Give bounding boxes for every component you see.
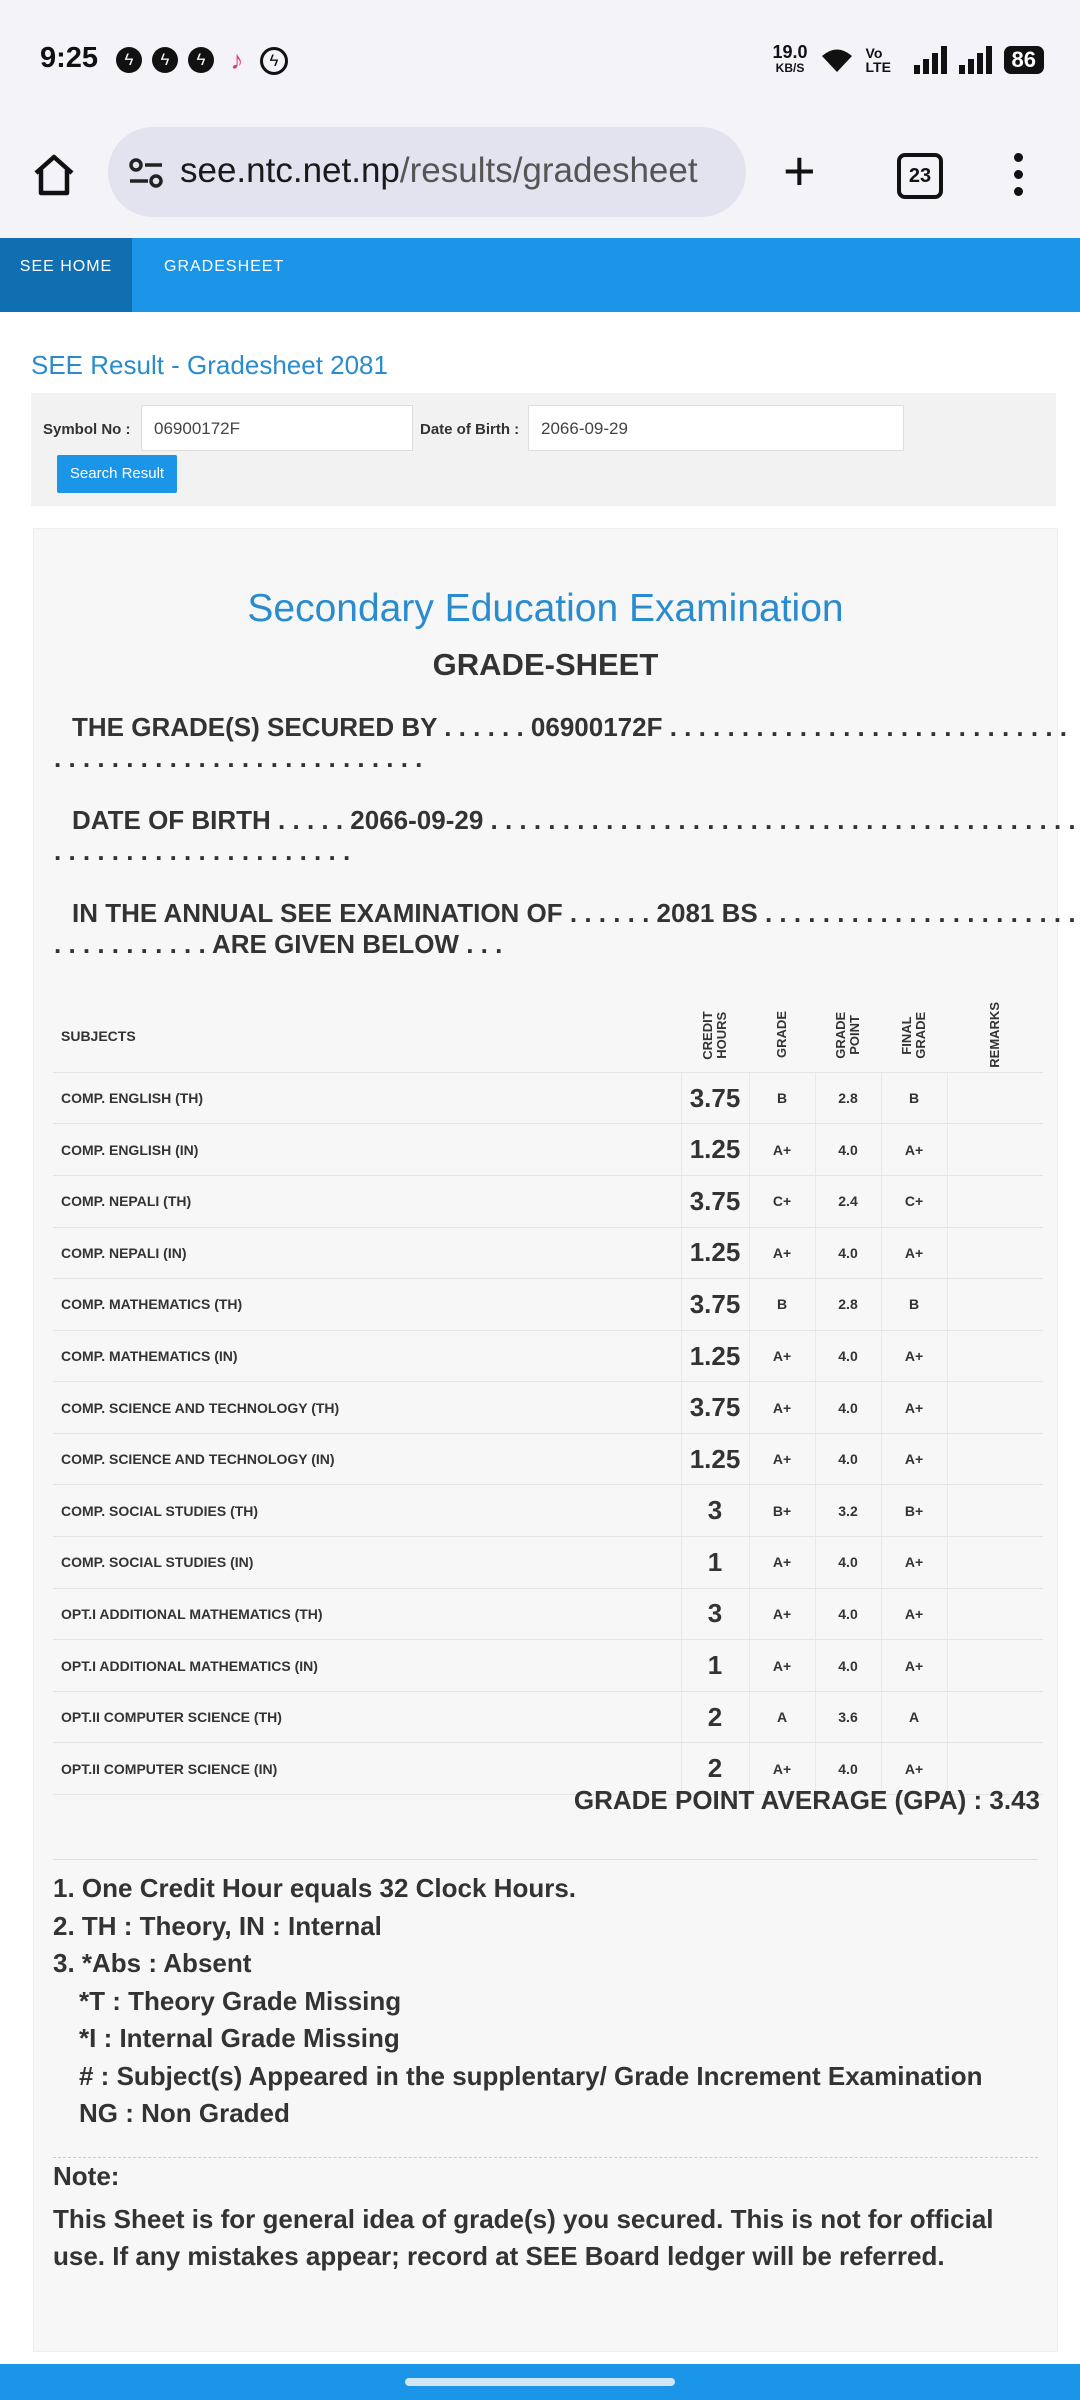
site-settings-icon[interactable] (128, 157, 164, 189)
nav-gradesheet[interactable]: GRADESHEET (164, 258, 285, 275)
wifi-icon (820, 46, 854, 74)
messenger-icon: ϟ (116, 47, 142, 73)
browser-toolbar (0, 125, 1080, 238)
volte-label: Vo LTE (865, 45, 891, 75)
divider (53, 2157, 1038, 2158)
nav-see-home[interactable]: SEE HOME (0, 238, 132, 312)
subject-cell: OPT.II COMPUTER SCIENCE (IN) (53, 1743, 681, 1795)
url-domain: see.ntc.net.np (180, 151, 400, 190)
speed-value: 19.0 (772, 42, 808, 62)
subject-cell: COMP. MATHEMATICS (IN) (53, 1330, 681, 1382)
grade-point-cell: 3.2 (815, 1485, 881, 1537)
grade-cell: A+ (749, 1588, 815, 1640)
grade-cell: A+ (749, 1382, 815, 1434)
note-body: This Sheet is for general idea of grade(s) you secured. This is not for official use. If any mistakes appear; record at SEE Board ledger will be referred. (53, 2204, 994, 2271)
url-path: /results/gradesheet (399, 151, 698, 190)
address-bar[interactable] (108, 127, 746, 217)
messenger-icon: ϟ (188, 47, 214, 73)
grade-cell: A+ (749, 1640, 815, 1692)
grade-cell: A+ (749, 1743, 815, 1795)
final-grade-cell: A+ (881, 1227, 947, 1279)
final-grade-cell: A+ (881, 1382, 947, 1434)
remarks-cell (947, 1588, 1043, 1640)
grade-cell: A+ (749, 1124, 815, 1176)
grade-cell: A+ (749, 1330, 815, 1382)
grade-point-cell: 4.0 (815, 1743, 881, 1795)
grade-point-cell: 4.0 (815, 1537, 881, 1589)
grade-sheet (33, 528, 1076, 2352)
credit-cell: 3.75 (681, 1072, 749, 1124)
grade-point-cell: 2.8 (815, 1279, 881, 1331)
notification-icons (116, 47, 288, 75)
credit-cell: 1.25 (681, 1227, 749, 1279)
table-row (53, 1382, 1043, 1434)
table-header (53, 1001, 1043, 1072)
credit-cell: 1.25 (681, 1433, 749, 1485)
table-row (53, 1279, 1043, 1331)
table-row (53, 1124, 1043, 1176)
final-grade-cell: A+ (881, 1640, 947, 1692)
subject-cell: COMP. MATHEMATICS (TH) (53, 1279, 681, 1331)
subject-cell: COMP. SOCIAL STUDIES (TH) (53, 1485, 681, 1537)
credit-cell: 2 (681, 1691, 749, 1743)
symbol-label: Symbol No : (43, 421, 131, 438)
final-grade-cell: B+ (881, 1485, 947, 1537)
credit-cell: 3 (681, 1485, 749, 1537)
gpa-value: GRADE POINT AVERAGE (GPA) : 3.43 (573, 1785, 1040, 1815)
grade-cell: C+ (749, 1175, 815, 1227)
exam-line: IN THE ANNUAL SEE EXAMINATION OF . . . . . . 2081 BS . . . . . . . . . . . . . . . . . . . . . . . . . . . . . . . . . ARE GIVEN BELOW . . . (54, 898, 1076, 959)
credit-cell: 1.25 (681, 1330, 749, 1382)
divider (53, 1859, 1038, 1860)
gesture-bar (0, 2364, 1080, 2400)
legend-item: 2. TH : Theory, IN : Internal (53, 1910, 382, 1941)
status-bar (0, 0, 1080, 125)
credit-cell: 1 (681, 1640, 749, 1692)
secured-by-line: THE GRADE(S) SECURED BY . . . . . . 06900172F . . . . . . . . . . . . . . . . . . . . . . . . . . . . . . . . . . . . . . . . . . . . . . . . . . . . . . (54, 712, 1067, 773)
subject-cell: COMP. SCIENCE AND TECHNOLOGY (TH) (53, 1382, 681, 1434)
table-row (53, 1537, 1043, 1589)
subject-cell: COMP. SOCIAL STUDIES (IN) (53, 1537, 681, 1589)
sheet-subheading: GRADE-SHEET (432, 647, 659, 682)
table-row (53, 1175, 1043, 1227)
messenger-outline-icon: ϟ (260, 47, 288, 75)
symbol-input[interactable]: 06900172F (141, 405, 413, 451)
remarks-cell (947, 1279, 1043, 1331)
grade-point-cell: 3.6 (815, 1691, 881, 1743)
subject-cell: OPT.I ADDITIONAL MATHEMATICS (TH) (53, 1588, 681, 1640)
remarks-cell (947, 1175, 1043, 1227)
table-row (53, 1691, 1043, 1743)
table-row (53, 1433, 1043, 1485)
search-result-button[interactable]: Search Result (57, 455, 177, 493)
remarks-cell (947, 1227, 1043, 1279)
new-tab-icon[interactable]: + (783, 139, 816, 202)
network-speed (772, 44, 807, 76)
grade-point-cell: 2.8 (815, 1072, 881, 1124)
messenger-icon: ϟ (152, 47, 178, 73)
speed-unit: KB/S (775, 61, 805, 75)
final-grade-cell: B (881, 1072, 947, 1124)
final-grade-cell: A+ (881, 1124, 947, 1176)
url-text[interactable] (180, 151, 698, 191)
remarks-cell (947, 1124, 1043, 1176)
credit-cell: 3.75 (681, 1279, 749, 1331)
subject-cell: OPT.I ADDITIONAL MATHEMATICS (IN) (53, 1640, 681, 1692)
grade-cell: B (749, 1072, 815, 1124)
table-row (53, 1227, 1043, 1279)
remarks-cell (947, 1691, 1043, 1743)
col-final-grade: FINAL GRADE (881, 1001, 947, 1072)
final-grade-cell: A+ (881, 1433, 947, 1485)
legend-item: 3. *Abs : Absent (53, 1948, 252, 1978)
dob-line: DATE OF BIRTH . . . . . 2066-09-29 . . . . . . . . . . . . . . . . . . . . . . . . . . . . . . . . . . . . . . . . . . . . . . . . . . . . . . . . . . . . . . (54, 805, 1076, 866)
final-grade-cell: A+ (881, 1743, 947, 1795)
grade-point-cell: 4.0 (815, 1640, 881, 1692)
credit-cell: 3 (681, 1588, 749, 1640)
subject-cell: COMP. ENGLISH (TH) (53, 1072, 681, 1124)
more-menu-icon[interactable] (1014, 153, 1022, 204)
grade-cell: A+ (749, 1433, 815, 1485)
grade-point-cell: 2.4 (815, 1175, 881, 1227)
dob-label: Date of Birth : (420, 421, 520, 438)
sheet-heading: Secondary Education Examination (247, 587, 844, 630)
table-row (53, 1588, 1043, 1640)
col-grade: GRADE (749, 1001, 815, 1072)
grade-cell: B (749, 1279, 815, 1331)
subject-cell: OPT.II COMPUTER SCIENCE (TH) (53, 1691, 681, 1743)
final-grade-cell: A+ (881, 1537, 947, 1589)
grades-table (53, 1001, 1043, 1795)
table-row (53, 1072, 1043, 1124)
search-form (31, 393, 1056, 506)
legend-item: # : Subject(s) Appeared in the supplentary/ Grade Increment Examination (79, 2060, 983, 2091)
remarks-cell (947, 1072, 1043, 1124)
subject-cell: COMP. SCIENCE AND TECHNOLOGY (IN) (53, 1433, 681, 1485)
battery-indicator: 86 (1004, 46, 1044, 74)
grade-cell: A (749, 1691, 815, 1743)
status-right (772, 44, 1044, 76)
credit-cell: 3.75 (681, 1175, 749, 1227)
credit-cell: 1.25 (681, 1124, 749, 1176)
legend-item: *I : Internal Grade Missing (79, 2023, 400, 2053)
tiktok-icon: ♪ (230, 45, 244, 75)
grade-point-cell: 4.0 (815, 1124, 881, 1176)
dob-input[interactable]: 2066-09-29 (528, 405, 904, 451)
grade-point-cell: 4.0 (815, 1227, 881, 1279)
grade-point-cell: 4.0 (815, 1382, 881, 1434)
remarks-cell (947, 1433, 1043, 1485)
final-grade-cell: B (881, 1279, 947, 1331)
subject-cell: COMP. NEPALI (TH) (53, 1175, 681, 1227)
gesture-handle[interactable] (405, 2378, 675, 2386)
table-row (53, 1485, 1043, 1537)
signal-icon (914, 46, 947, 74)
table-row (53, 1330, 1043, 1382)
remarks-cell (947, 1537, 1043, 1589)
grade-cell: B+ (749, 1485, 815, 1537)
table-row (53, 1640, 1043, 1692)
site-navbar (0, 238, 1080, 312)
col-remarks: REMARKS (947, 1001, 1043, 1072)
credit-cell: 1 (681, 1537, 749, 1589)
legend-item: *T : Theory Grade Missing (79, 1985, 402, 2016)
tab-switcher-button[interactable]: 23 (897, 153, 943, 199)
legend-item: NG : Non Graded (79, 2098, 290, 2128)
signal-icon (959, 46, 992, 74)
final-grade-cell: C+ (881, 1175, 947, 1227)
legend-notes (53, 1870, 982, 2133)
grade-cell: A+ (749, 1227, 815, 1279)
col-grade-point: GRADE POINT (815, 1001, 881, 1072)
remarks-cell (947, 1640, 1043, 1692)
remarks-cell (947, 1382, 1043, 1434)
credit-cell: 3.75 (681, 1382, 749, 1434)
credit-cell: 2 (681, 1743, 749, 1795)
grade-cell: A+ (749, 1537, 815, 1589)
page-title: SEE Result - Gradesheet 2081 (31, 350, 388, 380)
grade-point-cell: 4.0 (815, 1588, 881, 1640)
subject-cell: COMP. NEPALI (IN) (53, 1227, 681, 1279)
remarks-cell (947, 1485, 1043, 1537)
final-grade-cell: A (881, 1691, 947, 1743)
status-time: 9:25 (40, 42, 99, 74)
col-credit-hours: CREDIT HOURS (681, 1001, 749, 1072)
final-grade-cell: A+ (881, 1330, 947, 1382)
remarks-cell (947, 1330, 1043, 1382)
subject-cell: COMP. ENGLISH (IN) (53, 1124, 681, 1176)
legend-item: 1. One Credit Hour equals 32 Clock Hours. (53, 1873, 577, 1903)
home-icon[interactable] (30, 151, 78, 199)
col-subjects: SUBJECTS (53, 1001, 681, 1072)
grade-point-cell: 4.0 (815, 1330, 881, 1382)
final-grade-cell: A+ (881, 1588, 947, 1640)
note-title: Note: (53, 2161, 120, 2191)
grade-point-cell: 4.0 (815, 1433, 881, 1485)
